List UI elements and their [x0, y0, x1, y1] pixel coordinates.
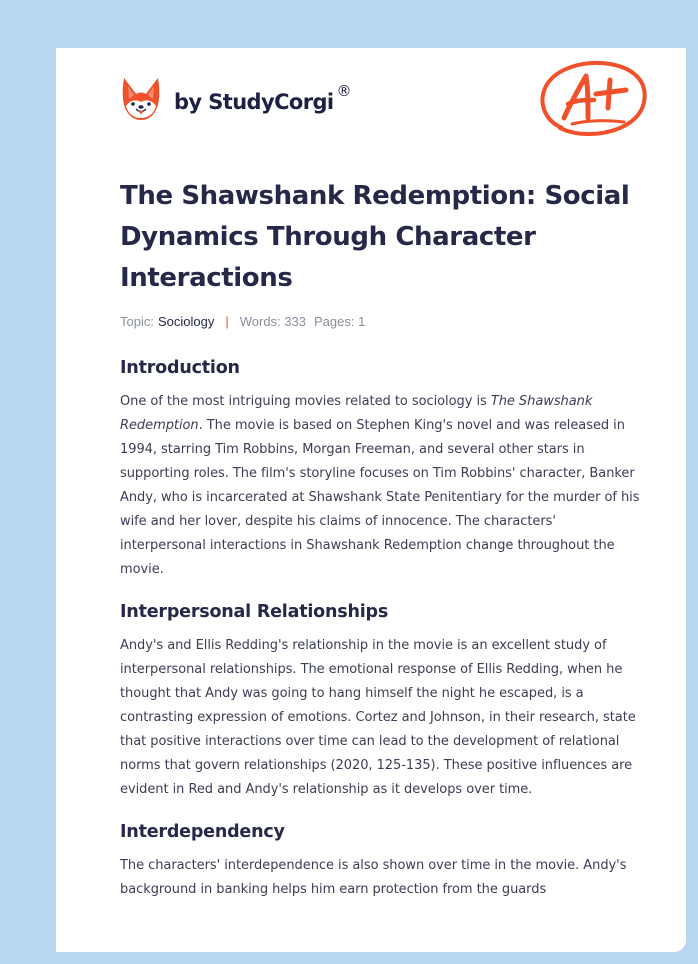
paragraph-text: . The movie is based on Stephen King's novel and was released in 1994, starring Tim Robbins, Morgan Freeman, and several other stars in supporting roles. The film's storyline focuses on Tim Robbins' character, Banker Andy, who is incarcerated at Shawshank State Penitentiary for the murder of his wife and her lover, despite his claims of innocence. The characters' interpersonal interactions in Shawshank Redemption change throughout the movie.	[120, 418, 640, 577]
section-heading-introduction: Introduction	[120, 358, 240, 378]
meta-separator: |	[225, 313, 229, 329]
section-paragraph-interdependency: The characters' interdependence is also shown over time in the movie. Andy's background in banking helps him earn protection from the guards	[120, 858, 627, 897]
studycorgi-logo[interactable]	[120, 76, 352, 122]
movie-title-italic: The Shawshank Redemption	[120, 394, 593, 433]
topic-label: Topic:	[120, 313, 154, 329]
paragraph-text: One of the most intriguing movies related to sociology is	[120, 394, 491, 409]
logo-text: by StudyCorgi	[174, 90, 334, 114]
word-count: Words: 333	[239, 313, 306, 329]
section-heading-interdependency: Interdependency	[120, 822, 285, 842]
section-heading-interpersonal-relationships: Interpersonal Relationships	[120, 602, 389, 622]
a-plus-grade-icon	[538, 58, 650, 140]
page-title: The Shawshank Redemption: Social Dynamics Through Character Interactions	[120, 181, 630, 293]
document-page	[56, 48, 686, 952]
registered-mark: ®	[336, 82, 352, 100]
article-meta	[120, 312, 640, 330]
page-header	[56, 48, 686, 158]
page-count: Pages: 1	[313, 313, 366, 329]
article-content	[120, 176, 640, 902]
corgi-icon	[120, 76, 162, 122]
topic-link[interactable]: Sociology	[157, 313, 215, 329]
section-paragraph-introduction	[120, 390, 640, 582]
section-paragraph-interpersonal-relationships: Andy's and Ellis Redding's relationship in the movie is an excellent study of interpersonal relationships. The emotional response of Ellis Redding, when he thought that Andy was going to hang himself the night he escaped, is a contrasting expression of emotions. Cortez and Johnson, in their research, state that positive interactions over time can lead to the development of relational norms that govern relationships (2020, 125-135). These positive influences are evident in Red and Andy's relationship as it develops over time.	[120, 638, 636, 797]
